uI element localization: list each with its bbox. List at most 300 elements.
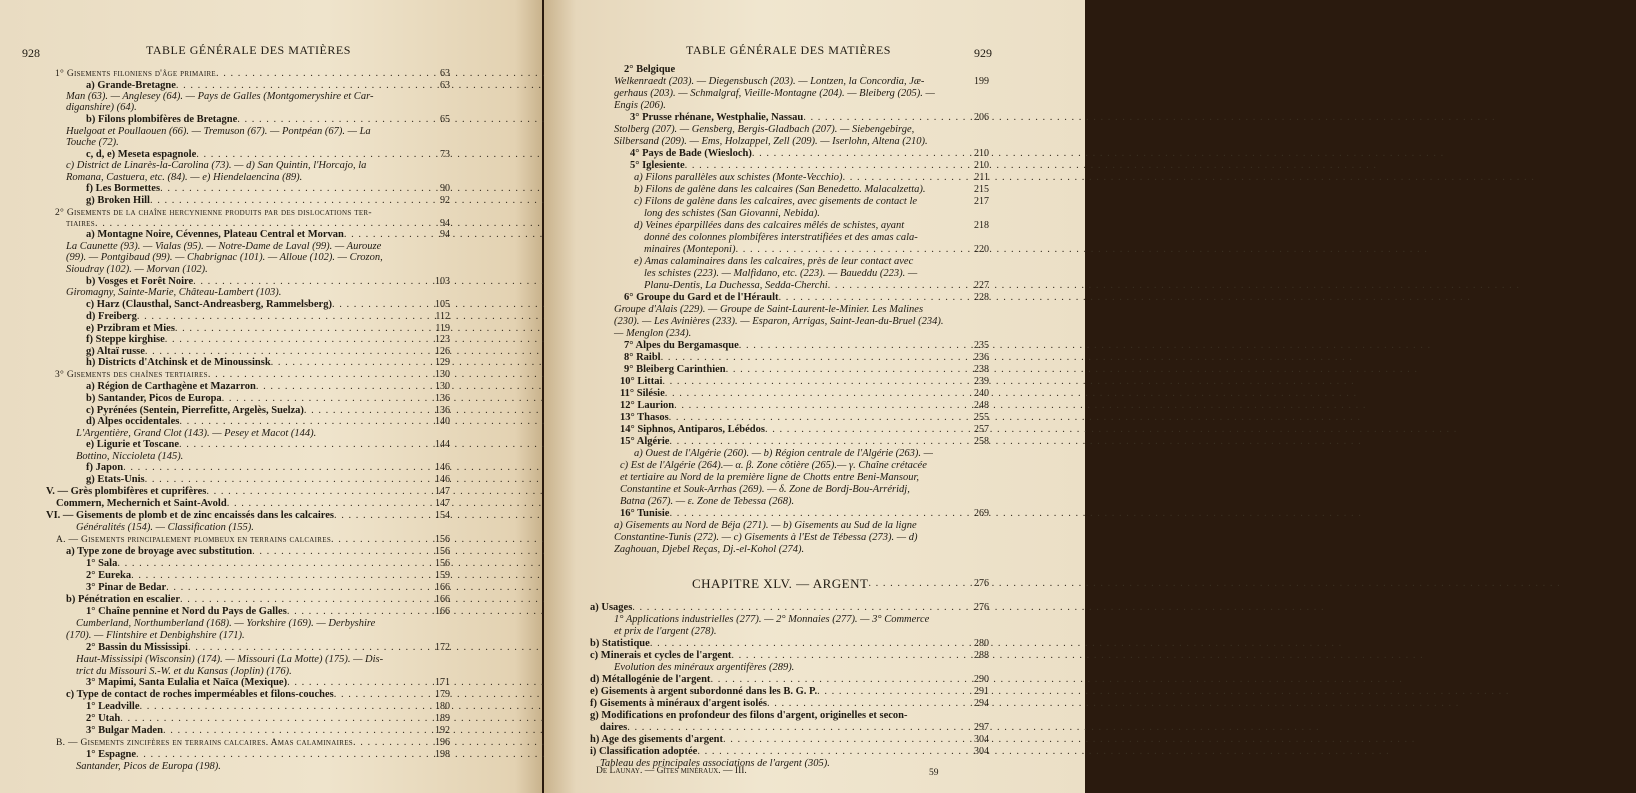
- dot-leader: [123, 462, 426, 474]
- toc-entry-text: 12° Laurion: [620, 400, 675, 411]
- toc-entry-text: g) Modifications en profondeur des filons d'argent, originelles et secon-: [590, 710, 908, 721]
- dot-leader: [334, 510, 426, 522]
- dot-leader: [163, 725, 426, 737]
- dot-leader: [665, 388, 965, 400]
- toc-page-number: [965, 472, 989, 484]
- toc-entry-text: b) Santander, Picos de Europa: [86, 393, 222, 404]
- toc-entry-text: trict du Missouri S.-W. et du Kansas (Joplin) (176).: [76, 666, 292, 677]
- dot-leader: [731, 650, 965, 662]
- toc-entry-text: et tertiaire au Nord de la première ligne de Chotts entre Beni-Mansour,: [620, 472, 920, 483]
- toc-line: [614, 136, 989, 148]
- toc-entry-text: 9° Bleiberg Carinthien: [624, 364, 726, 375]
- toc-entry-text: a) Région de Carthagène et Mazarron: [86, 381, 256, 392]
- toc-line: [86, 725, 450, 737]
- toc-line: [614, 544, 989, 556]
- toc-page-number: 147: [435, 498, 450, 509]
- toc-entry-text: f) Les Bormettes: [86, 183, 161, 194]
- toc-page-number: 103: [435, 276, 450, 287]
- toc-line: [56, 498, 450, 510]
- toc-entry-text: c) Est de l'Algérie (264).— α. β. Zone côtière (265).— γ. Chaîne crétacée: [620, 460, 927, 471]
- toc-entry-text: A. — Gisements principalement plombeux en terrains calcaires: [56, 535, 332, 545]
- toc-page-number: 210: [974, 148, 989, 159]
- toc-line: [66, 594, 450, 606]
- dot-leader: [843, 172, 966, 184]
- toc-line: [624, 292, 989, 304]
- toc-page-number: 159: [435, 570, 450, 581]
- right-page: [544, 0, 1085, 793]
- toc-line: [86, 311, 450, 323]
- toc-entry-text: Planu-Dentis, La Duchessa, Sedda-Cherchi: [644, 280, 828, 291]
- toc-page-number: [965, 520, 989, 532]
- toc-line: [614, 316, 989, 328]
- toc-entry-text: Sioudray (102). — Morvan (102).: [66, 264, 208, 275]
- toc-entry-text: 5° Iglesiente: [630, 160, 685, 171]
- toc-page-number: 172: [435, 642, 450, 653]
- dot-leader: [723, 734, 965, 746]
- toc-line: [86, 357, 450, 369]
- toc-page-number: [965, 208, 989, 220]
- toc-entry-text: Bottino, Niccioleta (145).: [76, 451, 184, 462]
- dot-leader: [227, 498, 426, 510]
- toc-line: [86, 749, 450, 761]
- toc-entry-text: B. — Gisements zincifères en terrains calcaires. Amas calaminaires: [56, 738, 353, 748]
- toc-entry-text: (99). — Pontgibaud (99). — Chabrignac (101). — Alloue (102). — Crozon,: [66, 252, 383, 263]
- toc-entry-text: c) Filons de galène dans les calcaires, avec gisements de contact le: [634, 196, 918, 207]
- dot-leader: [180, 594, 426, 606]
- left-page: [0, 0, 542, 793]
- dot-leader: [669, 436, 965, 448]
- dot-leader: [140, 701, 427, 713]
- toc-page-number: 94: [440, 218, 450, 229]
- toc-page-number: [426, 618, 450, 630]
- dot-leader: [331, 534, 426, 546]
- toc-entry-text: 6° Groupe du Gard et de l'Hérault: [624, 292, 779, 303]
- dot-leader: [779, 292, 965, 304]
- dot-leader: [752, 148, 965, 160]
- toc-entry-text: Haut-Mississipi (Wisconsin) (174). — Missouri (La Motte) (175). — Dis-: [76, 654, 384, 665]
- toc-entry-text: 1° Sala: [86, 558, 118, 569]
- toc-page-number: 140: [435, 416, 450, 427]
- dot-leader: [332, 299, 426, 311]
- toc-line: [86, 582, 450, 594]
- toc-entry-text: d) Métallogénie de l'argent: [590, 674, 711, 685]
- toc-entry-text: Welkenraedt (203). — Diegensbusch (203). — Lontzen, la Concordia, Jæ-: [614, 76, 925, 87]
- toc-entry-text: h) Age des gisements d'argent: [590, 734, 723, 745]
- toc-entry-text: Zaghouan, Djebel Reças, Dj.-el-Kohol (274).: [614, 544, 805, 555]
- toc-line: [46, 486, 450, 498]
- toc-line: [614, 328, 989, 340]
- toc-line: [590, 734, 989, 746]
- toc-page-number: [426, 630, 450, 642]
- toc-page-number: [965, 448, 989, 460]
- toc-page-number: 248: [974, 400, 989, 411]
- toc-line: [624, 340, 989, 352]
- dot-leader: [188, 642, 426, 654]
- toc-page-number: 92: [440, 195, 450, 206]
- toc-page-number: 291: [974, 686, 989, 697]
- toc-entry-text: 11° Silésie: [620, 388, 665, 399]
- toc-line: [620, 496, 989, 508]
- toc-entry-text: 14° Siphnos, Antiparos, Lébédos: [620, 424, 765, 435]
- toc-entry-text: a) Montagne Noire, Cévennes, Plateau Central et Morvan: [86, 229, 344, 240]
- toc-entry-text: h) Districts d'Atchinsk et de Minoussinsk: [86, 357, 271, 368]
- toc-line: [620, 436, 989, 448]
- toc-line: [590, 650, 989, 662]
- toc-entry-text: Giromagny, Sainte-Marie, Château-Lambert (103).: [66, 287, 282, 298]
- dot-leader: [710, 674, 965, 686]
- toc-entry-text: diganshire) (64).: [66, 102, 137, 113]
- toc-page-number: 144: [435, 439, 450, 450]
- dot-leader: [685, 160, 965, 172]
- toc-line: [86, 299, 450, 311]
- dot-leader: [650, 638, 965, 650]
- toc-line: [634, 184, 989, 196]
- toc-line: [620, 508, 989, 520]
- toc-entry-text: d) Veines éparpillées dans des calcaires mêlés de schistes, ayant: [634, 220, 905, 231]
- toc-line: [614, 532, 989, 544]
- toc-line: [644, 268, 989, 280]
- toc-page-number: 189: [435, 713, 450, 724]
- toc-page-number: [965, 532, 989, 544]
- toc-entry-text: g) Broken Hill: [86, 195, 150, 206]
- toc-page-number: [426, 102, 450, 114]
- toc-page-number: [426, 287, 450, 299]
- toc-line: [86, 183, 450, 195]
- toc-line: [66, 160, 450, 172]
- toc-line: [620, 412, 989, 424]
- toc-page-number: [965, 758, 989, 770]
- toc-page-number: 105: [435, 299, 450, 310]
- dot-leader: [735, 244, 965, 256]
- dot-leader: [697, 746, 965, 758]
- toc-page-number: 156: [435, 546, 450, 557]
- toc-entry-text: 1° Chaîne pennine et Nord du Pays de Galles: [86, 606, 287, 617]
- toc-page-number: 220: [974, 244, 989, 255]
- toc-page-number: 192: [435, 725, 450, 736]
- toc-entry-text: L'Argentière, Grand Clot (143). — Pesey et Macot (144).: [76, 428, 317, 439]
- toc-page-number: 179: [435, 689, 450, 700]
- toc-page-number: 130: [435, 381, 450, 392]
- toc-line: [614, 520, 989, 532]
- toc-page-number: 73: [440, 149, 450, 160]
- dot-leader: [208, 369, 426, 381]
- toc-entry-text: daires: [600, 722, 628, 733]
- toc-entry-text: b) Filons plombifères de Bretagne: [86, 114, 238, 125]
- toc-entry-text: (170). — Flintshire et Denbighshire (171).: [66, 630, 245, 641]
- toc-line: [614, 88, 989, 100]
- toc-line: [624, 352, 989, 364]
- toc-entry-text: Romana, Castuera, etc. (84). — e) Hiendelaencina (89).: [66, 172, 303, 183]
- toc-page-number: 112: [435, 311, 450, 322]
- toc-entry-text: 1° Espagne: [86, 749, 137, 760]
- toc-line: [66, 689, 450, 701]
- toc-entry-text: b) Pénétration en escalier: [66, 594, 181, 605]
- toc-entry-text: c) District de Linarès-la-Carolina (73). — d) San Quintin, l'Horcajo, la: [66, 160, 367, 171]
- toc-line: [620, 376, 989, 388]
- toc-entry-text: e) Przibram et Mies: [86, 323, 175, 334]
- toc-line: [590, 698, 989, 710]
- toc-page-number: 255: [974, 412, 989, 423]
- dot-leader: [627, 722, 965, 734]
- toc-entry-text: 1° Applications industrielles (277). — 2° Monnaies (277). — 3° Commerce: [614, 614, 930, 625]
- toc-entry-text: Constantine-Tunis (272). — c) Gisements à l'Est de Tébessa (273). — d): [614, 532, 918, 543]
- toc-page-number: [426, 252, 450, 264]
- toc-entry-text: a) Filons parallèles aux schistes (Monte-Vecchio): [634, 172, 843, 183]
- toc-entry-text: Engis (206).: [614, 100, 666, 111]
- dot-leader: [165, 334, 426, 346]
- dot-leader: [136, 749, 426, 761]
- toc-entry-text: f) Steppe kirghise: [86, 334, 165, 345]
- toc-entry-text: 2° Gisements de la chaîne hercynienne produits par des dislocations ter-: [55, 208, 372, 218]
- toc-page-number: 206: [974, 112, 989, 123]
- toc-line: [614, 662, 989, 674]
- toc-entry-text: 2° Utah: [86, 713, 121, 724]
- dot-leader: [117, 558, 426, 570]
- toc-line: [86, 393, 450, 405]
- toc-page-number: 136: [435, 393, 450, 404]
- toc-line: [66, 630, 450, 642]
- toc-entry-text: i) Classification adoptée: [590, 746, 698, 757]
- toc-page-number: 258: [974, 436, 989, 447]
- toc-line: [46, 510, 450, 522]
- toc-page-number: 276: [974, 578, 989, 589]
- dot-leader: [287, 606, 426, 618]
- toc-page-number: 123: [435, 334, 450, 345]
- toc-page-number: 215: [974, 184, 989, 195]
- dot-leader: [145, 474, 426, 486]
- toc-page-number: [426, 654, 450, 666]
- toc-line: [620, 472, 989, 484]
- toc-line: [86, 642, 450, 654]
- toc-line: [590, 686, 989, 698]
- toc-line: [590, 638, 989, 650]
- toc-line: [55, 369, 450, 381]
- dot-leader: [237, 114, 426, 126]
- toc-page-number: [965, 484, 989, 496]
- toc-page-number: 136: [435, 405, 450, 416]
- dot-leader: [767, 698, 965, 710]
- toc-entry-text: V. — Grès plombifères et cuprifères: [46, 486, 207, 497]
- toc-page-number: 239: [974, 376, 989, 387]
- toc-entry-text: Stolberg (207). — Gensberg, Bergis-Gladbach (207). — Siebengebirge,: [614, 124, 915, 135]
- signature-number: 59: [929, 768, 939, 778]
- toc-entry-text: 3° Bulgar Maden: [86, 725, 163, 736]
- toc-line: [614, 614, 989, 626]
- toc-entry-text: c) Harz (Clausthal, Sanct-Andreasberg, Rammelsberg): [86, 299, 332, 310]
- toc-line: [630, 148, 989, 160]
- toc-line: [620, 388, 989, 400]
- toc-line: [66, 287, 450, 299]
- toc-entry-text: Santander, Picos de Europa (198).: [76, 761, 221, 772]
- toc-page-number: [965, 662, 989, 674]
- toc-line: [634, 256, 989, 268]
- toc-line: [86, 606, 450, 618]
- toc-page-number: 126: [435, 346, 450, 357]
- toc-line: [86, 416, 450, 428]
- toc-entry-text: a) Ouest de l'Algérie (260). — b) Région centrale de l'Algérie (263). —: [634, 448, 933, 459]
- toc-line: [590, 710, 989, 722]
- toc-entry-text: b) Vosges et Forêt Noire: [86, 276, 194, 287]
- dot-leader: [166, 582, 426, 594]
- right-page-number: 929: [974, 46, 992, 60]
- dot-leader: [661, 352, 965, 364]
- toc-entry-text: 3° Gisements des chaînes tertiaires: [55, 370, 208, 380]
- toc-page-number: 94: [440, 229, 450, 240]
- dot-leader: [137, 311, 426, 323]
- toc-line: [86, 114, 450, 126]
- toc-page-number: [965, 544, 989, 556]
- toc-page-number: 211: [974, 172, 989, 183]
- toc-entry-text: 10° Littai: [620, 376, 663, 387]
- toc-line: [66, 252, 450, 264]
- toc-page-number: [426, 761, 450, 773]
- dot-leader: [271, 357, 426, 369]
- toc-page-number: 269: [974, 508, 989, 519]
- toc-page-number: [965, 64, 989, 76]
- toc-entry-text: 7° Alpes du Bergamasque: [624, 340, 739, 351]
- toc-entry-text: e) Gisements à argent subordonné dans les B. G. P.: [590, 686, 818, 697]
- toc-page-number: [965, 100, 989, 112]
- toc-line: [644, 244, 989, 256]
- toc-page-number: 65: [440, 114, 450, 125]
- toc-line: [634, 448, 989, 460]
- toc-entry-text: Batna (267). — ε. Zone de Tebessa (268).: [620, 496, 795, 507]
- toc-entry-text: g) Etats-Unis: [86, 474, 145, 485]
- toc-line: [590, 602, 989, 614]
- toc-entry-text: c) Pyrénées (Sentein, Pierrefitte, Argelès, Suelza): [86, 405, 304, 416]
- toc-entry-text: gerhaus (203). — Schmalgraf, Vieille-Montagne (204). — Bleiberg (205). —: [614, 88, 935, 99]
- toc-page-number: 154: [435, 510, 450, 521]
- toc-entry-text: 1° Leadville: [86, 701, 140, 712]
- toc-page-number: [965, 328, 989, 340]
- toc-entry-text: Constantine et Souk-Arrhas (269). — δ. Zone de Bordj-Bou-Arréridj,: [620, 484, 910, 495]
- toc-page-number: [965, 268, 989, 280]
- toc-line: [86, 334, 450, 346]
- toc-page-number: 280: [974, 638, 989, 649]
- dot-leader: [131, 570, 426, 582]
- toc-page-number: 290: [974, 674, 989, 685]
- toc-page-number: [426, 522, 450, 534]
- toc-entry-text: (230). — Les Avinières (233). — Esparon, Arrigas, Saint-Jean-du-Bruel (234).: [614, 316, 944, 327]
- toc-page-number: 236: [974, 352, 989, 363]
- toc-line: [614, 304, 989, 316]
- toc-line: [590, 746, 989, 758]
- toc-entry-text: et prix de l'argent (278).: [614, 626, 717, 637]
- toc-entry-text: 2° Belgique: [624, 64, 676, 75]
- toc-entry-text: VI. — Gisements de plomb et de zinc encaissés dans les calcaires: [46, 510, 334, 521]
- toc-line: [86, 713, 450, 725]
- toc-entry-text: La Caunette (93). — Vialas (95). — Notre-Dame de Laval (99). — Aurouze: [66, 241, 382, 252]
- toc-line: [76, 654, 450, 666]
- toc-line: [86, 474, 450, 486]
- toc-line: [624, 64, 989, 76]
- toc-page-number: 217: [974, 196, 989, 207]
- dot-leader: [726, 364, 965, 376]
- toc-page-number: [965, 496, 989, 508]
- toc-entry-text: 2° Bassin du Mississipi: [86, 642, 188, 653]
- toc-page-number: 146: [435, 474, 450, 485]
- dot-leader: [868, 576, 965, 592]
- toc-page-number: 180: [435, 701, 450, 712]
- toc-line: [76, 761, 450, 773]
- toc-line: [86, 570, 450, 582]
- toc-line: [66, 546, 450, 558]
- toc-page-number: 288: [974, 650, 989, 661]
- dot-leader: [674, 400, 965, 412]
- toc-line: [86, 677, 450, 689]
- toc-page-number: [965, 136, 989, 148]
- toc-entry-text: 3° Prusse rhénane, Westphalie, Nassau: [630, 112, 804, 123]
- toc-entry-text: — Menglon (234).: [614, 328, 692, 339]
- toc-entry-text: 15° Algérie: [620, 436, 670, 447]
- left-running-header: TABLE GÉNÉRALE DES MATIÈRES: [146, 43, 351, 57]
- toc-page-number: 210: [974, 160, 989, 171]
- toc-page-number: 304: [974, 746, 989, 757]
- toc-page-number: 156: [435, 558, 450, 569]
- toc-entry-text: CHAPITRE XLV. — ARGENT: [692, 576, 869, 591]
- toc-line: [620, 484, 989, 496]
- dot-leader: [828, 280, 965, 292]
- right-running-header: TABLE GÉNÉRALE DES MATIÈRES: [686, 43, 891, 57]
- dot-leader: [353, 737, 426, 749]
- toc-entry-text: Huelgoat et Poullaouen (66). — Tremuson (67). — Pontpéan (67). — La: [66, 126, 371, 137]
- dot-leader: [344, 229, 426, 241]
- dot-leader: [179, 416, 426, 428]
- dot-leader: [765, 424, 965, 436]
- toc-entry-text: 2° Eureka: [86, 570, 132, 581]
- toc-line: [614, 100, 989, 112]
- toc-line: [86, 439, 450, 451]
- toc-entry-text: donné des colonnes plombifères interstratifiées et des amas cala-: [644, 232, 918, 243]
- toc-page-number: 63: [440, 68, 450, 79]
- toc-line: [86, 558, 450, 570]
- toc-entry-text: c, d, e) Meseta espagnole: [86, 149, 197, 160]
- toc-page-number: [965, 626, 989, 638]
- toc-page-number: 294: [974, 698, 989, 709]
- toc-line: [644, 280, 989, 292]
- toc-line: [66, 102, 450, 114]
- dot-leader: [179, 439, 426, 451]
- toc-page-number: 257: [974, 424, 989, 435]
- toc-line: [86, 381, 450, 393]
- toc-page-number: 156: [435, 534, 450, 545]
- dot-leader: [252, 546, 426, 558]
- toc-line: [76, 618, 450, 630]
- toc-page-number: 147: [435, 486, 450, 497]
- toc-page-number: 240: [974, 388, 989, 399]
- toc-entry-text: 1° Gisements filoniens d'âge primaire: [55, 69, 217, 79]
- dot-leader: [287, 677, 426, 689]
- toc-page-number: 166: [435, 594, 450, 605]
- toc-entry-text: Silbersand (209). — Ems, Holzappel, Zell (209). — Iserlohn, Altena (210).: [614, 136, 928, 147]
- toc-page-number: 227: [974, 280, 989, 291]
- toc-page-number: [965, 460, 989, 472]
- toc-page-number: [965, 88, 989, 100]
- toc-line: [620, 400, 989, 412]
- toc-entry-text: b) Statistique: [590, 638, 650, 649]
- footer-citation: De Launay. — Gîtes minéraux. — III.: [596, 766, 747, 776]
- toc-entry-text: d) Freiberg: [86, 311, 137, 322]
- toc-page-number: [965, 256, 989, 268]
- toc-entry-text: 13° Thasos: [620, 412, 669, 423]
- toc-entry-text: a) Grande-Bretagne: [86, 80, 176, 91]
- toc-line: [66, 264, 450, 276]
- toc-entry-text: e) Ligurie et Toscane: [86, 439, 180, 450]
- toc-entry-text: long des schistes (San Giovanni, Nebida).: [644, 208, 820, 219]
- toc-line: [66, 137, 450, 149]
- toc-entry-text: 4° Pays de Bade (Wiesloch): [630, 148, 752, 159]
- toc-line: [630, 112, 989, 124]
